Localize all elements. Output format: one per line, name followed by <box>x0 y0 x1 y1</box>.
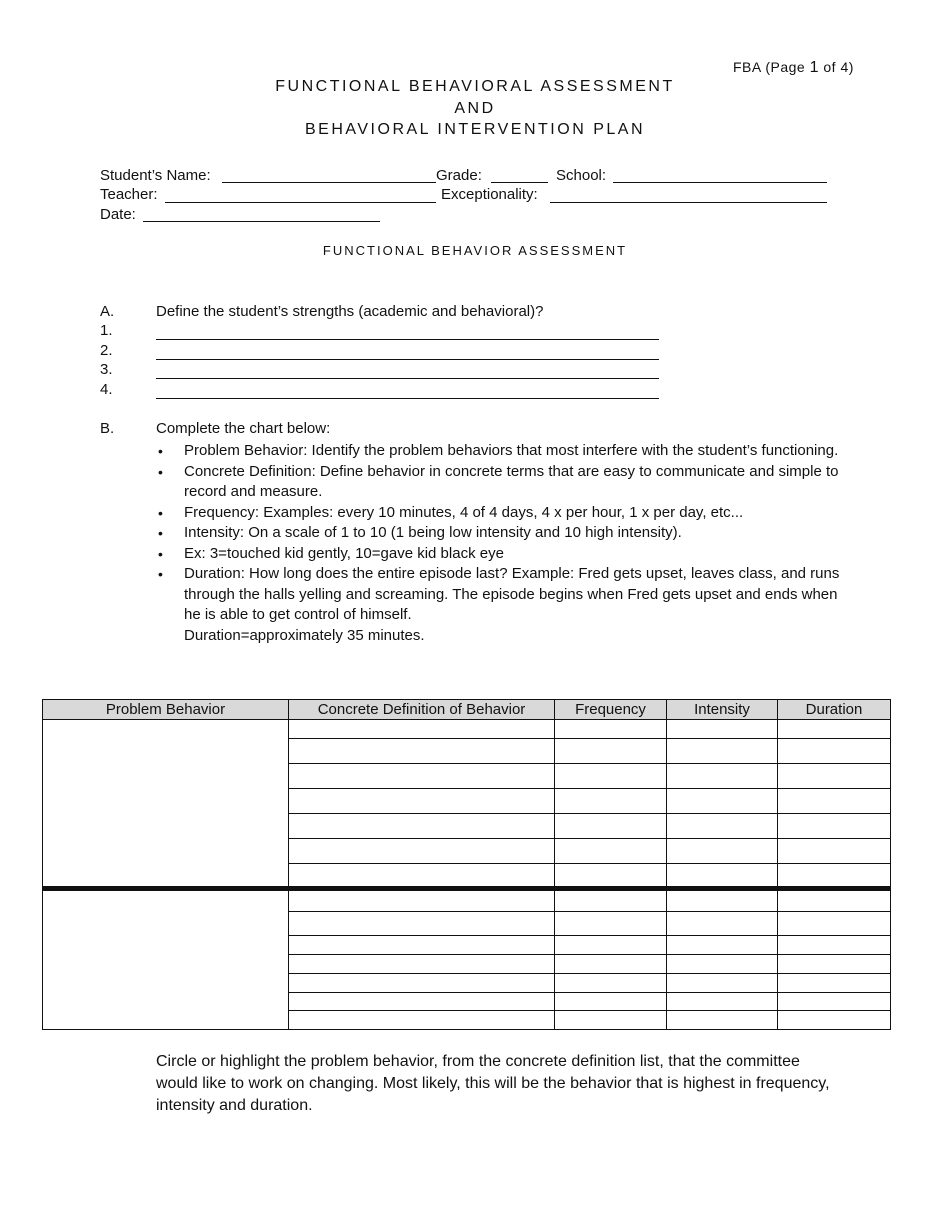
page-number-current: 1 <box>809 59 819 76</box>
date-field[interactable] <box>143 221 380 222</box>
teacher-label: Teacher: <box>100 186 158 203</box>
page-number-suffix: of 4) <box>819 59 854 75</box>
frequency-cell[interactable] <box>555 789 667 814</box>
strength-number: 3. <box>100 361 113 378</box>
frequency-cell[interactable] <box>555 720 667 739</box>
footer-note: Circle or highlight the problem behavior, from the concrete definition list, that the committee would like to work on changing. Most likely, this will be the behavior that is highest in frequency, intensity and duration. <box>156 1053 830 1114</box>
definition-cell[interactable] <box>289 839 555 864</box>
bullet-extra: Duration=approximately 35 minutes. <box>184 626 425 644</box>
duration-cell[interactable] <box>778 720 891 739</box>
page-number-prefix: FBA (Page <box>733 59 810 75</box>
intensity-cell[interactable] <box>667 936 778 955</box>
definition-cell[interactable] <box>289 974 555 993</box>
intensity-cell[interactable] <box>667 739 778 764</box>
strength-line-4[interactable] <box>156 398 659 399</box>
duration-cell[interactable] <box>778 955 891 974</box>
problem-behavior-cell[interactable] <box>43 889 289 1030</box>
column-header-frequency: Frequency <box>555 700 667 720</box>
duration-cell[interactable] <box>778 814 891 839</box>
bullet-text: Ex: 3=touched kid gently, 10=gave kid black eye <box>184 544 504 562</box>
definition-cell[interactable] <box>289 993 555 1011</box>
intensity-cell[interactable] <box>667 889 778 912</box>
page-number <box>733 59 854 77</box>
list-item: • Ex: 3=touched kid gently, 10=gave kid black eye <box>158 544 504 562</box>
instruction-list <box>156 441 856 646</box>
document-title-line-2: AND <box>454 100 496 117</box>
duration-cell[interactable] <box>778 839 891 864</box>
strength-number: 1. <box>100 322 113 339</box>
frequency-cell[interactable] <box>555 974 667 993</box>
frequency-cell[interactable] <box>555 1011 667 1030</box>
teacher-field[interactable] <box>165 202 436 203</box>
intensity-cell[interactable] <box>667 974 778 993</box>
definition-cell[interactable] <box>289 936 555 955</box>
strength-number: 2. <box>100 342 113 359</box>
school-label: School: <box>556 167 607 184</box>
definition-cell[interactable] <box>289 764 555 789</box>
list-item: • Concrete Definition: Define behavior in concrete terms that are easy to communicate and simple to record and measure. <box>158 462 839 500</box>
column-header-concrete-definition: Concrete Definition of Behavior <box>289 700 555 720</box>
section-a-question: Define the student’s strengths (academic and behavioral)? <box>156 303 544 320</box>
frequency-cell[interactable] <box>555 936 667 955</box>
column-header-duration: Duration <box>778 700 891 720</box>
definition-cell[interactable] <box>289 789 555 814</box>
duration-cell[interactable] <box>778 889 891 912</box>
list-item: • Duration: How long does the entire episode last? Example: Fred gets upset, leaves class, and runs through the halls yelling and screaming. The episode begins when Fred gets upset and ends when he is able to get control of himself. Duration=approximately 35 minutes. <box>156 564 856 646</box>
grade-label: Grade: <box>436 167 482 184</box>
frequency-cell[interactable] <box>555 814 667 839</box>
frequency-cell[interactable] <box>555 864 667 889</box>
duration-cell[interactable] <box>778 739 891 764</box>
strength-line-2[interactable] <box>156 359 659 360</box>
definition-cell[interactable] <box>289 955 555 974</box>
section-b-intro: Complete the chart below: <box>156 420 331 437</box>
duration-cell[interactable] <box>778 974 891 993</box>
exceptionality-label: Exceptionality: <box>441 186 538 203</box>
intensity-cell[interactable] <box>667 764 778 789</box>
document-title-line-3: BEHAVIORAL INTERVENTION PLAN <box>305 121 645 138</box>
intensity-cell[interactable] <box>667 720 778 739</box>
frequency-cell[interactable] <box>555 839 667 864</box>
grade-field[interactable] <box>491 182 548 183</box>
duration-cell[interactable] <box>778 864 891 889</box>
list-item: • Intensity: On a scale of 1 to 10 (1 being low intensity and 10 high intensity). <box>158 524 682 541</box>
duration-cell[interactable] <box>778 993 891 1011</box>
problem-behavior-cell[interactable] <box>43 720 289 889</box>
definition-cell[interactable] <box>289 814 555 839</box>
column-header-intensity: Intensity <box>667 700 778 720</box>
frequency-cell[interactable] <box>555 912 667 936</box>
document-title-line-1: FUNCTIONAL BEHAVIORAL ASSESSMENT <box>275 78 675 95</box>
student-name-field[interactable] <box>222 182 436 183</box>
frequency-cell[interactable] <box>555 889 667 912</box>
table-row <box>43 889 891 912</box>
definition-cell[interactable] <box>289 739 555 764</box>
bullet-text: Frequency: Examples: every 10 minutes, 4 of 4 days, 4 x per hour, 1 x per day, etc... <box>184 503 744 521</box>
definition-cell[interactable] <box>289 889 555 912</box>
intensity-cell[interactable] <box>667 993 778 1011</box>
duration-cell[interactable] <box>778 936 891 955</box>
table-row <box>43 720 891 739</box>
bullet-text: Problem Behavior: Identify the problem behaviors that most interfere with the student’s functioning. <box>184 442 839 459</box>
behavior-chart <box>42 699 891 1030</box>
intensity-cell[interactable] <box>667 864 778 889</box>
duration-cell[interactable] <box>778 912 891 936</box>
section-b-letter: B. <box>100 420 115 437</box>
bullet-text: Intensity: On a scale of 1 to 10 (1 being low intensity and 10 high intensity). <box>184 524 682 541</box>
frequency-cell[interactable] <box>555 764 667 789</box>
frequency-cell[interactable] <box>555 993 667 1011</box>
frequency-cell[interactable] <box>555 739 667 764</box>
column-header-problem-behavior: Problem Behavior <box>43 700 289 720</box>
section-a-letter: A. <box>100 303 115 320</box>
list-item: • Problem Behavior: Identify the problem behaviors that most interfere with the student’s functioning. <box>158 442 839 459</box>
intensity-cell[interactable] <box>667 955 778 974</box>
list-item: • Frequency: Examples: every 10 minutes, 4 of 4 days, 4 x per hour, 1 x per day, etc... <box>158 503 744 521</box>
duration-cell[interactable] <box>778 1011 891 1030</box>
exceptionality-field[interactable] <box>550 202 827 203</box>
duration-cell[interactable] <box>778 789 891 814</box>
definition-cell[interactable] <box>289 912 555 936</box>
date-label: Date: <box>100 206 136 223</box>
strength-line-1[interactable] <box>156 339 659 340</box>
intensity-cell[interactable] <box>667 1011 778 1030</box>
school-field[interactable] <box>613 182 827 183</box>
frequency-cell[interactable] <box>555 955 667 974</box>
bullet-text: Concrete Definition: Define behavior in concrete terms that are easy to communicate and simple to record and measure. <box>184 462 839 500</box>
section-title: FUNCTIONAL BEHAVIOR ASSESSMENT <box>322 243 628 258</box>
intensity-cell[interactable] <box>667 912 778 936</box>
definition-cell[interactable] <box>289 864 555 889</box>
strength-number: 4. <box>100 381 113 398</box>
definition-cell[interactable] <box>289 1011 555 1030</box>
bullet-text: Duration: How long does the entire episode last? Example: Fred gets upset, leaves class, and runs through the halls yelling and screaming. The episode begins when Fred gets upset and ends when he is able to get control of himself. <box>184 565 840 623</box>
intensity-cell[interactable] <box>667 814 778 839</box>
duration-cell[interactable] <box>778 764 891 789</box>
intensity-cell[interactable] <box>667 839 778 864</box>
student-name-label: Student’s Name: <box>100 167 211 184</box>
strength-line-3[interactable] <box>156 378 659 379</box>
intensity-cell[interactable] <box>667 789 778 814</box>
definition-cell[interactable] <box>289 720 555 739</box>
